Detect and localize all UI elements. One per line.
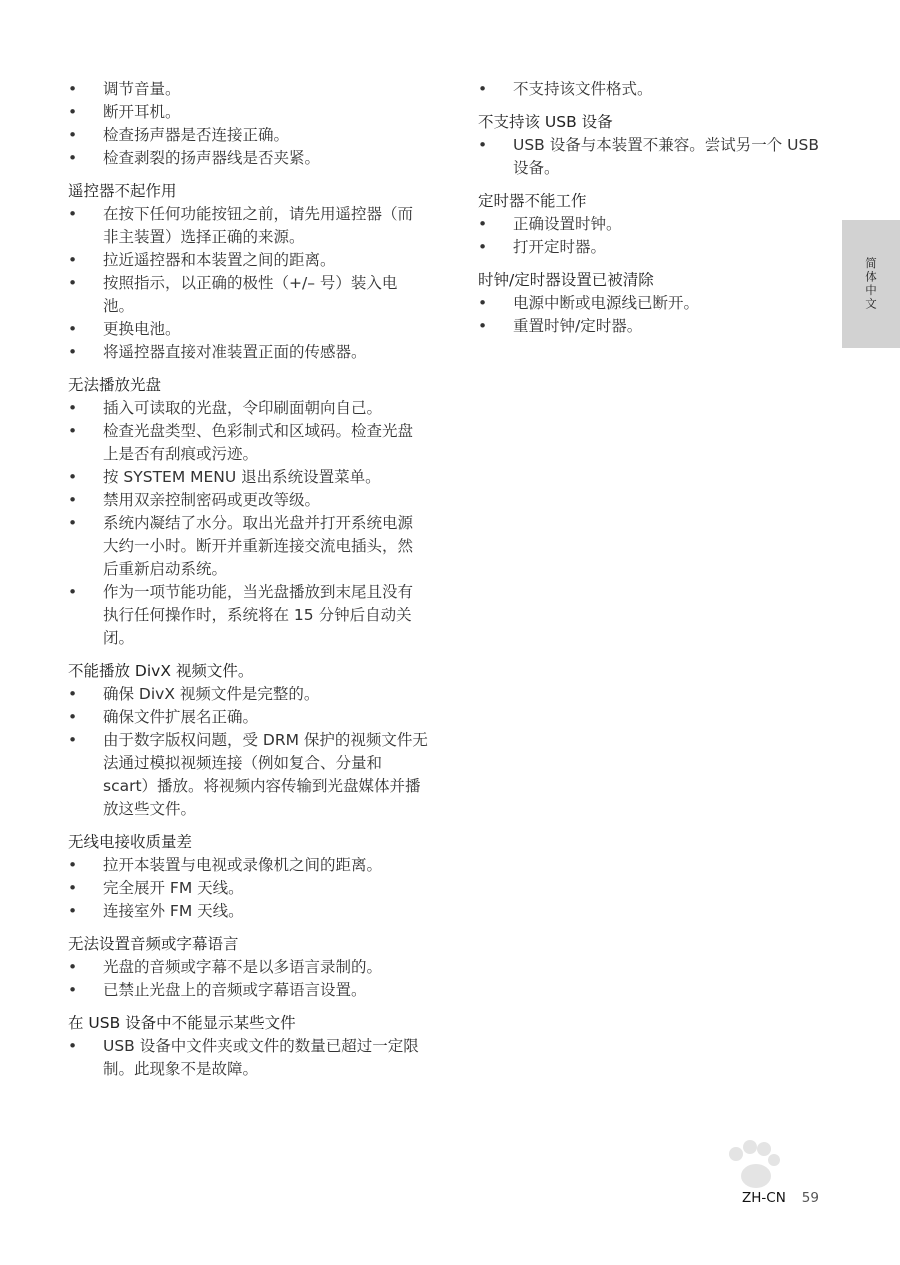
- right-column: [478, 78, 838, 348]
- list-item-text: 重置时钟/定时器。: [513, 317, 643, 335]
- list-item-text: 确保文件扩展名正确。: [103, 708, 259, 726]
- bullet-list: [68, 854, 428, 923]
- list-item: [68, 877, 428, 900]
- list-item-text: 确保 DivX 视频文件是完整的。: [103, 685, 320, 703]
- list-item-text: 光盘的音频或字幕不是以多语言录制的。: [103, 958, 383, 976]
- list-item-text: 正确设置时钟。: [513, 215, 622, 233]
- list-item: [478, 315, 838, 338]
- troubleshooting-section: [478, 269, 838, 338]
- language-tab: [842, 220, 900, 348]
- list-item-text: 调节音量。: [103, 80, 181, 98]
- troubleshooting-section: [478, 190, 838, 259]
- bullet-list: [68, 78, 428, 170]
- language-tab-label: 简体中文: [864, 257, 878, 311]
- bullet-mark: •: [68, 731, 78, 749]
- bullet-mark: •: [68, 103, 78, 121]
- troubleshooting-section: [68, 660, 428, 821]
- troubleshooting-section: [68, 933, 428, 1002]
- list-item: [68, 397, 428, 420]
- list-item-text: USB 设备与本装置不兼容。尝试另一个 USB 设备。: [513, 136, 819, 177]
- list-item-text: 不支持该文件格式。: [513, 80, 653, 98]
- bullet-mark: •: [478, 294, 488, 312]
- bullet-mark: •: [68, 708, 78, 726]
- list-item-text: 检查扬声器是否连接正确。: [103, 126, 290, 144]
- troubleshooting-section: [68, 78, 428, 170]
- list-item: [68, 706, 428, 729]
- list-item: [68, 900, 428, 923]
- list-item: [68, 124, 428, 147]
- bullet-list: [478, 134, 838, 180]
- bullet-mark: •: [68, 856, 78, 874]
- list-item-text: 检查光盘类型、色彩制式和区域码。检查光盘上是否有刮痕或污迹。: [103, 422, 414, 463]
- list-item-text: 完全展开 FM 天线。: [103, 879, 244, 897]
- bullet-list: [68, 397, 428, 650]
- list-item: [478, 213, 838, 236]
- list-item-text: 更换电池。: [103, 320, 181, 338]
- bullet-list: [68, 1035, 428, 1081]
- list-item-text: 在按下任何功能按钮之前，请先用遥控器（而非主装置）选择正确的来源。: [103, 205, 414, 246]
- section-heading: 时钟/定时器设置已被清除: [478, 271, 654, 289]
- bullet-mark: •: [68, 1037, 78, 1055]
- section-heading: 遥控器不起作用: [68, 182, 177, 200]
- list-item-text: 检查剥裂的扬声器线是否夹紧。: [103, 149, 321, 167]
- list-item-text: 按照指示，以正确的极性（+/– 号）装入电池。: [103, 274, 398, 315]
- list-item: [68, 466, 428, 489]
- bullet-mark: •: [68, 343, 78, 361]
- bullet-mark: •: [68, 320, 78, 338]
- list-item-text: 拉开本装置与电视或录像机之间的距离。: [103, 856, 383, 874]
- list-item: [68, 272, 428, 318]
- troubleshooting-section: [68, 180, 428, 364]
- bullet-mark: •: [68, 274, 78, 292]
- list-item: [478, 78, 838, 101]
- bullet-mark: •: [68, 205, 78, 223]
- list-item: [68, 512, 428, 581]
- bullet-mark: •: [68, 685, 78, 703]
- list-item: [68, 854, 428, 877]
- list-item-text: 已禁止光盘上的音频或字幕语言设置。: [103, 981, 367, 999]
- bullet-mark: •: [68, 80, 78, 98]
- bullet-mark: •: [68, 981, 78, 999]
- list-item: [68, 101, 428, 124]
- bullet-mark: •: [68, 514, 78, 532]
- bullet-mark: •: [68, 958, 78, 976]
- list-item-text: 连接室外 FM 天线。: [103, 902, 244, 920]
- bullet-mark: •: [68, 468, 78, 486]
- list-item: [478, 292, 838, 315]
- list-item-text: 断开耳机。: [103, 103, 181, 121]
- baidu-jingyan-watermark: [640, 1130, 850, 1230]
- section-heading: 无法播放光盘: [68, 376, 162, 394]
- bullet-list: [478, 292, 838, 338]
- list-item-text: 按 SYSTEM MENU 退出系统设置菜单。: [103, 468, 381, 486]
- list-item: [68, 147, 428, 170]
- list-item: [68, 420, 428, 466]
- list-item-text: 作为一项节能功能，当光盘播放到末尾且没有执行任何操作时，系统将在 15 分钟后自动关闭。: [103, 583, 414, 647]
- list-item: [478, 236, 838, 259]
- section-heading: 不能播放 DivX 视频文件。: [68, 662, 254, 680]
- bullet-mark: •: [68, 491, 78, 509]
- bullet-list: [478, 78, 838, 101]
- list-item: [68, 956, 428, 979]
- bullet-list: [478, 213, 838, 259]
- page-number: 59: [801, 1190, 819, 1206]
- bullet-list: [68, 683, 428, 821]
- troubleshooting-section: [68, 831, 428, 923]
- list-item: [68, 78, 428, 101]
- bullet-list: [68, 203, 428, 364]
- section-heading: 不支持该 USB 设备: [478, 113, 613, 131]
- list-item: [68, 683, 428, 706]
- bullet-mark: •: [68, 583, 78, 601]
- list-item-text: 禁用双亲控制密码或更改等级。: [103, 491, 321, 509]
- bullet-mark: •: [478, 317, 488, 335]
- list-item-text: 插入可读取的光盘，令印刷面朝向自己。: [103, 399, 383, 417]
- list-item: [68, 203, 428, 249]
- list-item-text: 打开定时器。: [513, 238, 607, 256]
- bullet-mark: •: [478, 80, 488, 98]
- bullet-list: [68, 956, 428, 1002]
- footer-language: ZH-CN: [742, 1190, 786, 1206]
- bullet-mark: •: [478, 136, 488, 154]
- list-item-text: 拉近遥控器和本装置之间的距离。: [103, 251, 336, 269]
- section-heading: 在 USB 设备中不能显示某些文件: [68, 1014, 296, 1032]
- list-item: [68, 581, 428, 650]
- list-item: [68, 249, 428, 272]
- bullet-mark: •: [68, 879, 78, 897]
- list-item: [478, 134, 838, 180]
- section-heading: 无线电接收质量差: [68, 833, 193, 851]
- bullet-mark: •: [68, 399, 78, 417]
- list-item: [68, 729, 428, 821]
- troubleshooting-section: [68, 1012, 428, 1081]
- list-item: [68, 318, 428, 341]
- list-item-text: 将遥控器直接对准装置正面的传感器。: [103, 343, 367, 361]
- section-heading: 无法设置音频或字幕语言: [68, 935, 239, 953]
- list-item: [68, 979, 428, 1002]
- list-item-text: USB 设备中文件夹或文件的数量已超过一定限制。此现象不是故障。: [103, 1037, 419, 1078]
- left-column: [68, 78, 428, 1091]
- list-item-text: 由于数字版权问题，受 DRM 保护的视频文件无法通过模拟视频连接（例如复合、分量和 scart）播放。将视频内容传输到光盘媒体并播放这些文件。: [103, 731, 428, 818]
- bullet-mark: •: [68, 422, 78, 440]
- list-item: [68, 489, 428, 512]
- bullet-mark: •: [68, 902, 78, 920]
- bullet-mark: •: [478, 215, 488, 233]
- bullet-mark: •: [68, 149, 78, 167]
- list-item: [68, 341, 428, 364]
- list-item-text: 系统内凝结了水分。取出光盘并打开系统电源大约一小时。断开并重新连接交流电插头，然后重新启动系统。: [103, 514, 414, 578]
- list-item-text: 电源中断或电源线已断开。: [513, 294, 700, 312]
- troubleshooting-section: [68, 374, 428, 650]
- bullet-mark: •: [68, 251, 78, 269]
- bullet-mark: •: [478, 238, 488, 256]
- section-heading: 定时器不能工作: [478, 192, 587, 210]
- troubleshooting-section: [478, 78, 838, 101]
- bullet-mark: •: [68, 126, 78, 144]
- list-item: [68, 1035, 428, 1081]
- troubleshooting-section: [478, 111, 838, 180]
